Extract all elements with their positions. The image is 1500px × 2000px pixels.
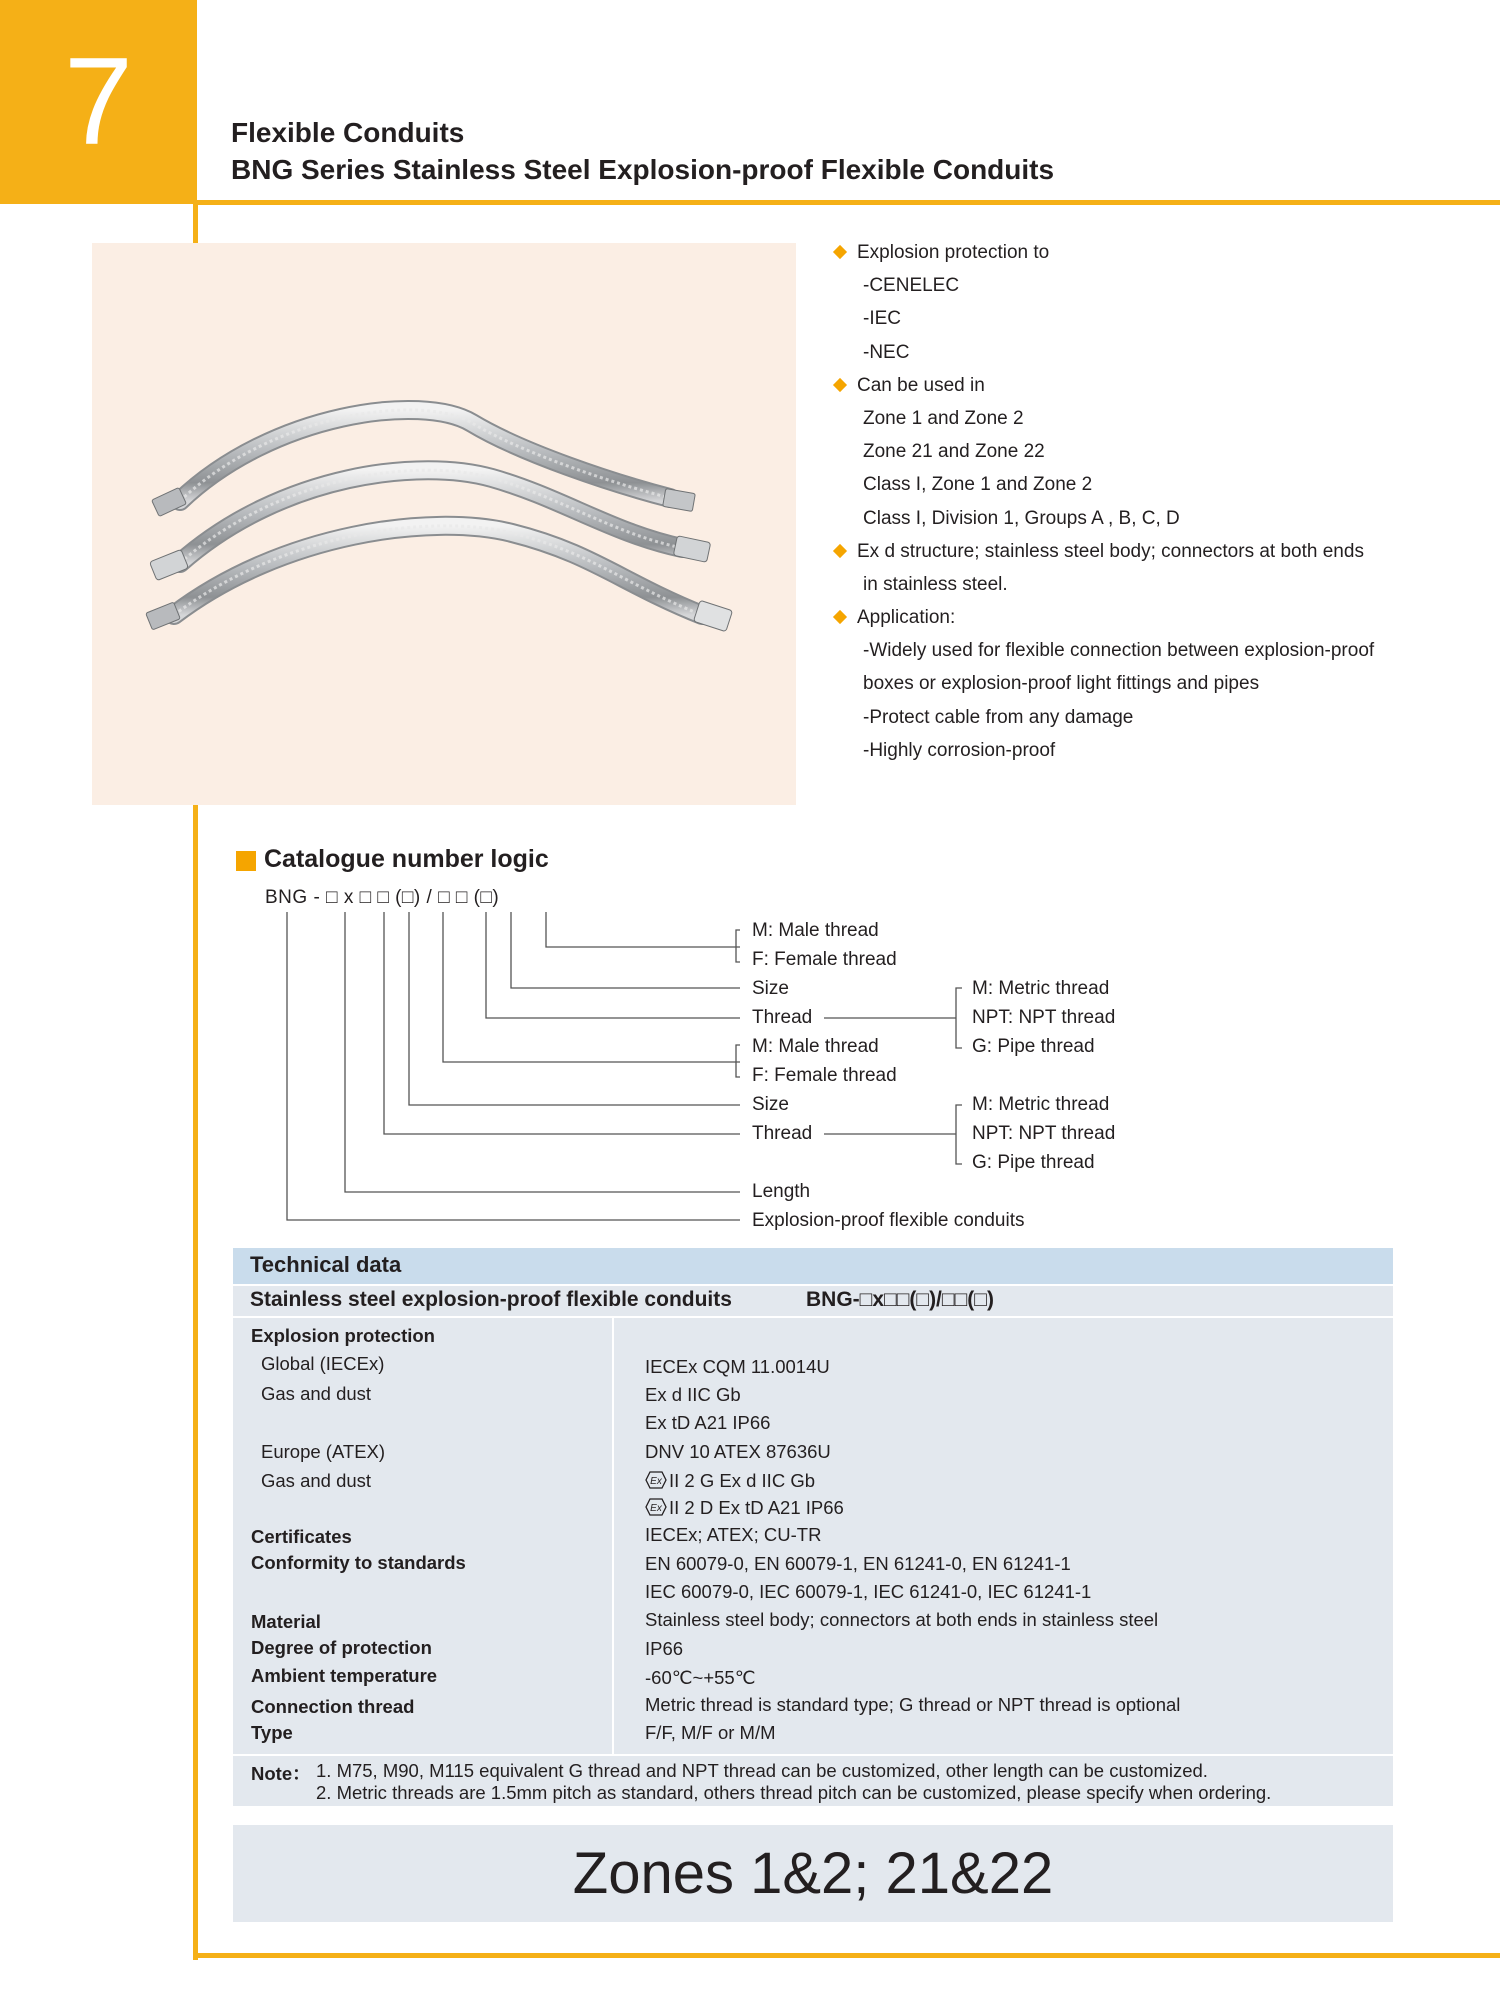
- page-title: Flexible Conduits: [231, 117, 465, 148]
- feature-text: Class I, Division 1, Groups A , B, C, D: [863, 507, 1180, 529]
- value-atex-gas-text: II 2 G Ex d IIC Gb: [669, 1470, 815, 1491]
- label-male-thread-1: M: Male thread: [752, 920, 879, 941]
- tech-code: BNG-□x□□(□)/□□(□): [806, 1288, 994, 1311]
- row-certificates: Certificates: [251, 1526, 352, 1547]
- value-atex-dust: [645, 1497, 844, 1519]
- row-conformity: Conformity to standards: [251, 1552, 466, 1573]
- bottom-rule: [193, 1953, 1500, 1958]
- note-1: 1. M75, M90, M115 equivalent G thread and NPT thread can be customized, other length can be customized.: [316, 1760, 1208, 1781]
- tech-column-divider: [612, 1318, 614, 1754]
- label-product: Explosion-proof flexible conduits: [752, 1210, 1025, 1231]
- catalogue-code: BNG - □ x □ □ (□) / □ □ (□): [265, 887, 500, 908]
- label-pipe-2: G: Pipe thread: [972, 1152, 1095, 1173]
- ex-hexagon-icon: [645, 1498, 667, 1516]
- label-metric-1: M: Metric thread: [972, 978, 1110, 999]
- row-global: Global (IECEx): [261, 1353, 385, 1374]
- feature-text: Zone 21 and Zone 22: [863, 441, 1045, 463]
- label-npt-1: NPT: NPT thread: [972, 1007, 1116, 1028]
- value-degree: IP66: [645, 1638, 684, 1659]
- label-metric-2: M: Metric thread: [972, 1094, 1110, 1115]
- value-ambient: -60℃~+55℃: [645, 1667, 756, 1688]
- svg-text:Ex: Ex: [650, 1503, 662, 1514]
- feature-text: -NEC: [863, 341, 910, 363]
- label-pipe-1: G: Pipe thread: [972, 1036, 1095, 1057]
- row-gas-dust-2: Gas and dust: [261, 1470, 372, 1491]
- page-subtitle: BNG Series Stainless Steel Explosion-proof Flexible Conduits: [231, 154, 1055, 185]
- feature-text: Explosion protection to: [857, 242, 1050, 263]
- feature-text: -Widely used for flexible connection between explosion-proof: [863, 640, 1375, 662]
- row-degree: Degree of protection: [251, 1637, 432, 1658]
- value-type: F/F, M/F or M/M: [645, 1722, 776, 1743]
- value-connection: Metric thread is standard type; G thread or NPT thread is optional: [645, 1694, 1181, 1715]
- feature-text: -CENELEC: [863, 275, 960, 297]
- row-connection: Connection thread: [251, 1696, 415, 1717]
- label-npt-2: NPT: NPT thread: [972, 1123, 1116, 1144]
- value-atex-dust-text: II 2 D Ex tD A21 IP66: [669, 1497, 844, 1518]
- feature-text: Zone 1 and Zone 2: [863, 407, 1024, 429]
- feature-text: Class I, Zone 1 and Zone 2: [863, 474, 1093, 496]
- catalogue-heading: Catalogue number logic: [264, 845, 549, 873]
- value-iecex-cert: IECEx CQM 11.0014U: [645, 1356, 830, 1377]
- label-thread-2: Thread: [752, 1123, 813, 1144]
- feature-text: Application:: [857, 607, 956, 629]
- label-female-thread-2: F: Female thread: [752, 1065, 897, 1086]
- value-certificates: IECEx; ATEX; CU-TR: [645, 1524, 822, 1545]
- feature-text: Can be used in: [857, 374, 985, 396]
- feature-text: Ex d structure; stainless steel body; connectors at both ends: [857, 540, 1364, 562]
- feature-text: -Highly corrosion-proof: [863, 739, 1056, 761]
- chapter-number: 7: [64, 33, 133, 171]
- feature-text: boxes or explosion-proof light fittings and pipes: [863, 673, 1260, 695]
- zones-banner-text: Zones 1&2; 21&22: [572, 1841, 1054, 1906]
- label-female-thread-1: F: Female thread: [752, 949, 897, 970]
- ex-hexagon-icon: [645, 1471, 667, 1489]
- value-ex-td: Ex tD A21 IP66: [645, 1412, 771, 1433]
- tech-header-bar: [233, 1248, 1393, 1284]
- value-material: Stainless steel body; connectors at both ends in stainless steel: [645, 1609, 1159, 1630]
- label-thread-1: Thread: [752, 1007, 813, 1028]
- label-size-2: Size: [752, 1094, 789, 1115]
- row-type: Type: [251, 1722, 293, 1743]
- value-atex-gas: [645, 1470, 815, 1492]
- row-gas-dust-1: Gas and dust: [261, 1383, 372, 1404]
- feature-text: in stainless steel.: [863, 573, 1008, 595]
- value-standards-1: EN 60079-0, EN 60079-1, EN 61241-0, EN 61241-1: [645, 1553, 1071, 1574]
- row-europe: Europe (ATEX): [261, 1441, 386, 1462]
- value-standards-2: IEC 60079-0, IEC 60079-1, IEC 61241-0, IEC 61241-1: [645, 1581, 1092, 1602]
- tech-heading: Technical data: [250, 1252, 402, 1277]
- feature-text: -IEC: [863, 308, 901, 330]
- label-length: Length: [752, 1181, 811, 1202]
- svg-text:Ex: Ex: [650, 1476, 662, 1487]
- tech-subheading: Stainless steel explosion-proof flexible conduits: [250, 1288, 732, 1311]
- row-material: Material: [251, 1611, 321, 1632]
- row-ambient: Ambient temperature: [251, 1665, 438, 1686]
- note-2: 2. Metric threads are 1.5mm pitch as standard, others thread pitch can be customized, please specify when ordering.: [316, 1782, 1272, 1803]
- label-male-thread-2: M: Male thread: [752, 1036, 879, 1057]
- row-explosion-protection: Explosion protection: [251, 1325, 435, 1346]
- note-label: Note：: [251, 1763, 311, 1784]
- value-atex-cert: DNV 10 ATEX 87636U: [645, 1441, 831, 1462]
- feature-text: -Protect cable from any damage: [863, 706, 1134, 728]
- value-ex-d: Ex d IIC Gb: [645, 1384, 741, 1405]
- label-size-1: Size: [752, 978, 789, 999]
